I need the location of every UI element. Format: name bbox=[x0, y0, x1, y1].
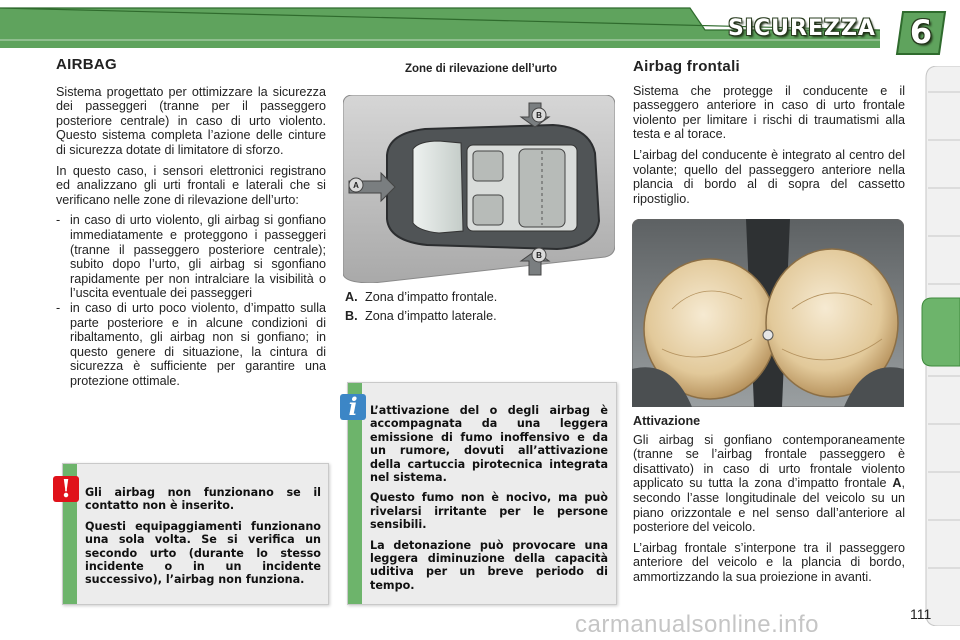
front-airbags-heading: Airbag frontali bbox=[633, 58, 741, 75]
warning-note-text: Gli airbag non funzionano se il contatto non è inserito. Questi equipaggiamenti funzionano una sola volta. Se si verifica un secondo urto (durante lo stesso incidente o in un incidente successivo), l’airbag non funziona. bbox=[85, 486, 321, 587]
windscreen bbox=[413, 141, 463, 233]
svg-text:B: B bbox=[536, 111, 542, 120]
warning-note bbox=[62, 463, 329, 605]
chapter-tab-strip bbox=[920, 66, 960, 626]
list-item: - in caso di urto violento, gli airbag si gonfiano immediatamente e proteggono i passeggeri (tranne il passeggero posteriore centrale); subito dopo l’urto, gli airbag si sgonfiano rapidamente per non intralciare la visibilità o l’uscita eventuale dei passeggeri bbox=[56, 213, 326, 301]
info-note-text: L’attivazione del o degli airbag è accompagnata da una leggera emissione di fumo inoffensivo e da un rumore, dovuti all’attivazione della cartuccia pirotecnica integrata nel sistema. Questo fumo non è nocivo, ma può rivelarsi irritante per le persone sensibili. La detonazione può provocare una leggera diminuzione della capacità uditiva per un breve periodo di tempo. bbox=[370, 404, 608, 592]
car-top-view-illustration bbox=[343, 95, 615, 283]
front-airbags-column bbox=[633, 60, 905, 212]
info-icon: i bbox=[340, 394, 366, 420]
airbag-location-paragraph: L’airbag del conducente è integrato al centro del volante; quello del passeggero anteriore nella plancia di bordo al di sopra del cassetto ripostiglio. bbox=[633, 147, 905, 206]
deployed-airbags-illustration bbox=[632, 219, 904, 407]
svg-text:A: A bbox=[353, 181, 359, 190]
list-item: - in caso di urto poco violento, d’impatto sulla parte posteriore e in alcune condizioni di ribaltamento, gli airbag non si gonfiano; in questo genere di situazione, la cintura di sicurezza è sufficiente per garantire una protezione ottimale. bbox=[56, 300, 326, 388]
activation-heading: Attivazione bbox=[633, 414, 701, 428]
intro-paragraph: Sistema progettato per ottimizzare la sicurezza dei passeggeri (tranne per il passeggero posteriore centrale) in caso di urto violento. Questo sistema completa l’azione delle cinture di sicurezza dotate di limitatore di sforzo. bbox=[56, 84, 326, 157]
legend-item: B. Zona d’impatto laterale. bbox=[345, 309, 497, 323]
airbag-intro-column bbox=[56, 58, 326, 388]
legend-item: A. Zona d’impatto frontale. bbox=[345, 290, 498, 304]
page-section-title: SICUREZZA bbox=[728, 16, 876, 41]
watermark: carmanualsonline.info bbox=[575, 611, 819, 638]
activation-paragraph: Gli airbag si gonfiano contemporaneamente (tranne se l’airbag frontale passeggero è disattivato) in caso di urto frontale violento applicato su tutta la zona d’impatto frontale A, secondo l’asse longitudinale del veicolo su un piano orizzontale e nel senso dall’anteriore al posteriore del veicolo. bbox=[633, 432, 905, 535]
chapter-number: 6 bbox=[909, 13, 933, 51]
front-airbag-function-paragraph: L’airbag frontale s’interpone tra il passeggero anteriore del veicolo e la plancia di bordo, ammortizzando la sua proiezione in avanti. bbox=[633, 540, 905, 584]
detection-zones-caption: Zone di rilevazione dell’urto bbox=[404, 63, 558, 75]
airbag-heading: AIRBAG bbox=[56, 56, 117, 73]
active-chapter-tab bbox=[922, 298, 960, 366]
info-note bbox=[347, 382, 617, 605]
page-number: 111 bbox=[910, 606, 932, 622]
crash-cases-list bbox=[56, 213, 326, 388]
activation-column bbox=[633, 414, 905, 591]
svg-text:B: B bbox=[536, 251, 542, 260]
impact-zone-legend bbox=[345, 288, 615, 326]
front-airbags-paragraph: Sistema che protegge il conducente e il passeggero anteriore in caso di urto frontale violento per limitare i rischi di traumatismi alla testa e al torace. bbox=[633, 83, 905, 142]
sensors-paragraph: In questo caso, i sensori elettronici registrano ed analizzano gli urti frontali e laterali che si verificano nelle zone di rilevazione dell’urto: bbox=[56, 163, 326, 207]
front-seat-right bbox=[473, 195, 503, 225]
front-seat-left bbox=[473, 151, 503, 181]
warning-icon: ! bbox=[53, 476, 79, 502]
